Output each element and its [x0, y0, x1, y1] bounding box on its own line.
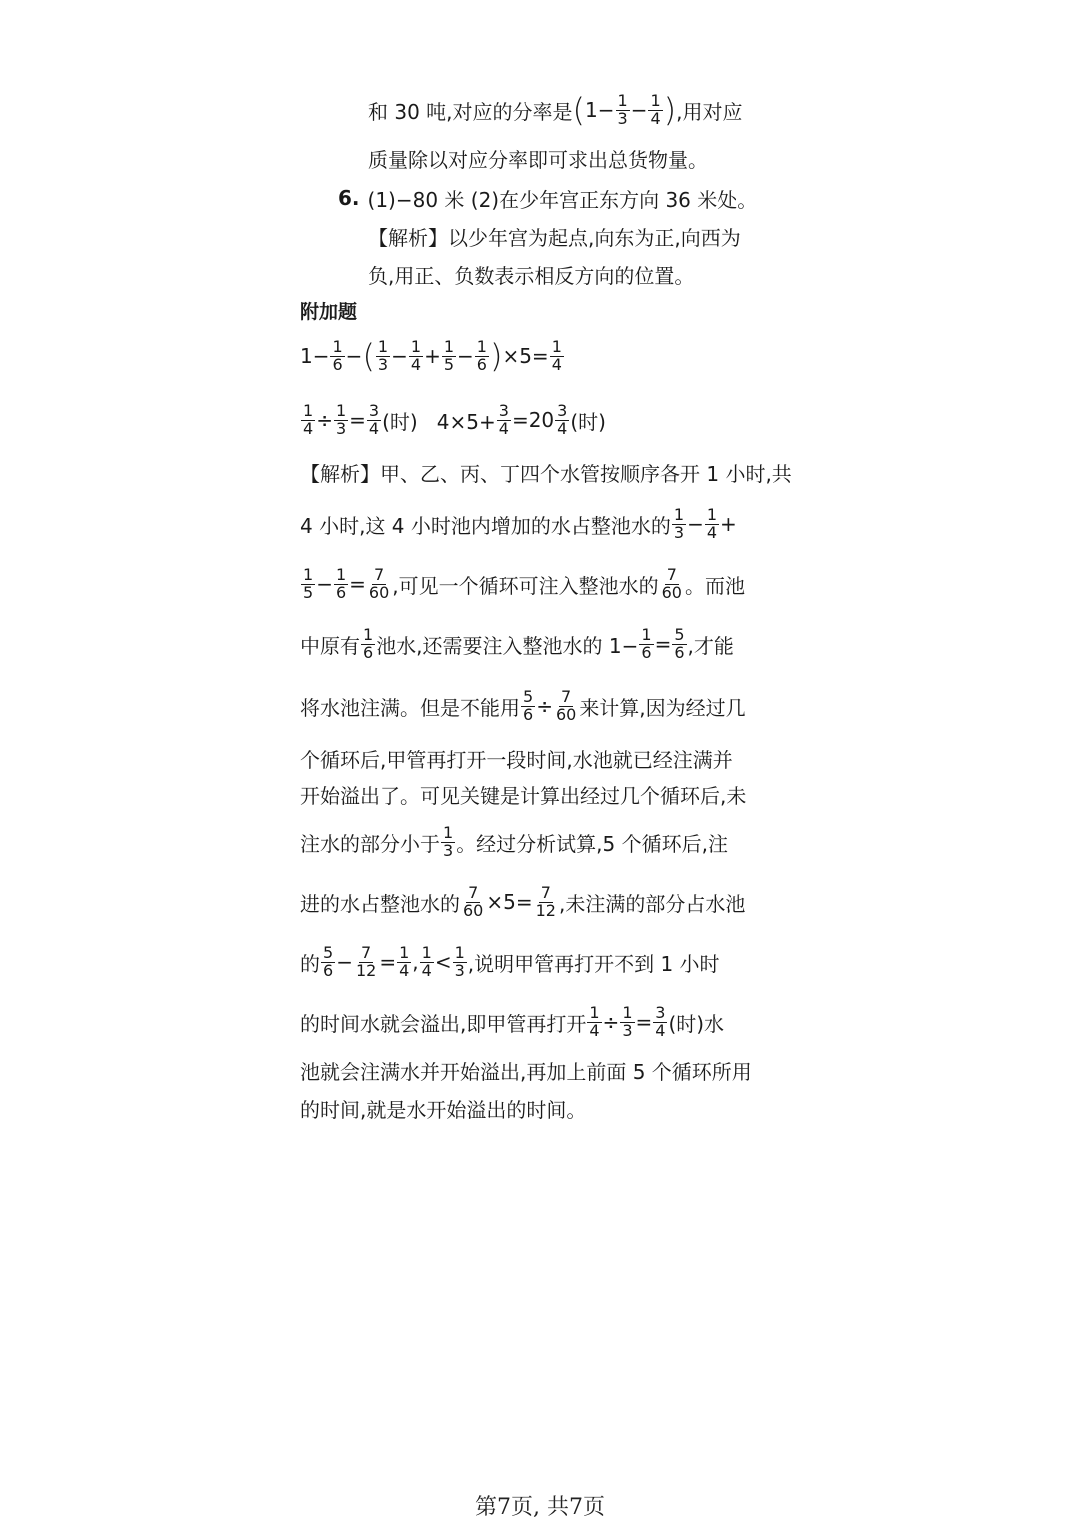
explanation-line: 开始溢出了。可见关键是计算出经过几个循环后,未 [300, 783, 747, 808]
text-line [368, 88, 768, 132]
fraction: $\frac{7}{60}$ [463, 882, 484, 920]
answer-text: (1)−80 米 (2)在少年宫正东方向 36 米处。 [367, 187, 758, 212]
fraction: $\frac{3}{4}$ [368, 400, 380, 438]
fraction: $\frac{3}{4}$ [557, 400, 568, 438]
explanation-line: 个循环后,甲管再打开一段时间,水池就已经注满并 [300, 747, 733, 772]
fraction: $\frac{3}{4}$ [655, 1002, 666, 1040]
fraction: $\frac{1}{3}$ [335, 400, 347, 438]
text: ,用对应 [676, 99, 743, 124]
explanation-line: 负,用正、负数表示相反方向的位置。 [368, 263, 695, 288]
fraction: $\frac{1}{5}$ [303, 564, 314, 602]
page-footer: 第7页, 共7页 [475, 1495, 605, 1520]
fraction: $\frac{7}{60}$ [555, 686, 577, 724]
fraction: $\frac{7}{12}$ [355, 942, 377, 980]
text: 1− [585, 98, 615, 122]
fraction: $\frac{7}{12}$ [535, 882, 556, 920]
fraction: $\frac{1}{4}$ [706, 504, 718, 542]
text: − [630, 98, 648, 122]
explanation-line: 进的水占整池水的 $\frac{7}{60}$ ×5= $\frac{7}{12}$ ,未注满的部分占水池 [300, 882, 746, 920]
fraction: $\frac{5}{6}$ [674, 624, 685, 662]
fraction: $\frac{1}{3}$ [454, 942, 465, 980]
fraction: $\frac{1}{6}$ [476, 336, 487, 374]
fraction: $\frac{7}{60}$ [661, 564, 682, 602]
fraction: $\frac{3}{4}$ [498, 400, 509, 438]
text: 和 30 吨,对应的分率是 [368, 99, 573, 124]
fraction: $\frac{1}{4}$ [303, 400, 314, 438]
equation-line: $\frac{1}{4}$ ÷ $\frac{1}{3}$ = $\frac{3}{4}$ (时) 4×5+ $\frac{3}{4}$ =20 $\frac{3}{4}$ (时) [303, 400, 606, 438]
explanation-line: 注水的部分小于 $\frac{1}{3}$ 。经过分析试算,5 个循环后,注 [300, 822, 728, 860]
fraction: $\frac{1}{6}$ [335, 564, 347, 602]
explanation-line: 池就会注满水并开始溢出,再加上前面 5 个循环所用 [300, 1059, 752, 1084]
fraction: $\frac{1}{3}$ [443, 822, 454, 860]
fraction: $\frac{1}{6}$ [641, 624, 652, 662]
explanation-line: 的 $\frac{5}{6}$ − $\frac{7}{12}$ = $\frac{1}{4}$ , $\frac{1}{4}$ < $\frac{1}{3}$ ,说明甲管再打开不到 1 小时 [300, 942, 720, 980]
right-paren: ) [663, 91, 677, 129]
fraction: $\frac{1}{5}$ [443, 336, 455, 374]
fraction: $\frac{1}{4}$ [551, 336, 562, 374]
fraction: $\frac{1}{4}$ [589, 1002, 600, 1040]
fraction: $\frac{1}{3}$ [622, 1002, 633, 1040]
fraction: $\frac{1}{4}$ [410, 336, 422, 374]
fraction: $\frac{1}{6}$ [332, 336, 343, 374]
explanation-line: 中原有 $\frac{1}{6}$ 池水,还需要注入整池水的 1− $\frac{1}{6}$ = $\frac{5}{6}$ ,才能 [300, 624, 734, 662]
fraction: $\frac{1}{3}$ [617, 90, 628, 128]
explanation-line: 【解析】以少年宫为起点,向东为正,向西为 [368, 225, 741, 250]
left-paren: ( [572, 91, 586, 129]
fraction: $\frac{5}{6}$ [323, 942, 334, 980]
explanation-line: 【解析】甲、乙、丙、丁四个水管按顺序各开 1 小时,共 [300, 461, 792, 486]
question-number: 6. [338, 186, 360, 210]
right-paren: ) [489, 337, 503, 375]
explanation-line: 4 小时,这 4 小时池内增加的水占整池水的 $\frac{1}{3}$ − $\frac{1}{4}$ + [300, 504, 737, 542]
fraction: $\frac{1}{6}$ [363, 624, 374, 662]
fraction: $\frac{1}{4}$ [421, 942, 432, 980]
fraction: $\frac{1}{4}$ [399, 942, 410, 980]
equation-line: 1− $\frac{1}{6}$ − ( $\frac{1}{3}$ − $\frac{1}{4}$ + $\frac{1}{5}$ − $\frac{1}{6}$ ) ×5= $\frac{1}{4}$ [300, 336, 562, 375]
fraction: $\frac{5}{6}$ [523, 686, 534, 724]
explanation-line: 将水池注满。但是不能用 $\frac{5}{6}$ ÷ $\frac{7}{60}$ 来计算,因为经过几 [300, 686, 746, 724]
left-paren: ( [362, 337, 375, 375]
text-line: 质量除以对应分率即可求出总货物量。 [368, 147, 708, 172]
section-title: 附加题 [300, 300, 358, 323]
explanation-line: 的时间水就会溢出,即甲管再打开 $\frac{1}{4}$ ÷ $\frac{1}{3}$ = $\frac{3}{4}$ (时)水 [300, 1002, 725, 1040]
explanation-line: $\frac{1}{5}$ − $\frac{1}{6}$ = $\frac{7}{60}$ ,可见一个循环可注入整池水的 $\frac{7}{60}$ 。而池 [303, 564, 745, 602]
fraction: $\frac{1}{3}$ [673, 504, 685, 542]
fraction: $\frac{7}{60}$ [368, 564, 390, 602]
fraction: $\frac{1}{3}$ [377, 336, 389, 374]
explanation-line: 的时间,就是水开始溢出的时间。 [300, 1097, 587, 1122]
fraction: $\frac{1}{4}$ [650, 90, 661, 128]
